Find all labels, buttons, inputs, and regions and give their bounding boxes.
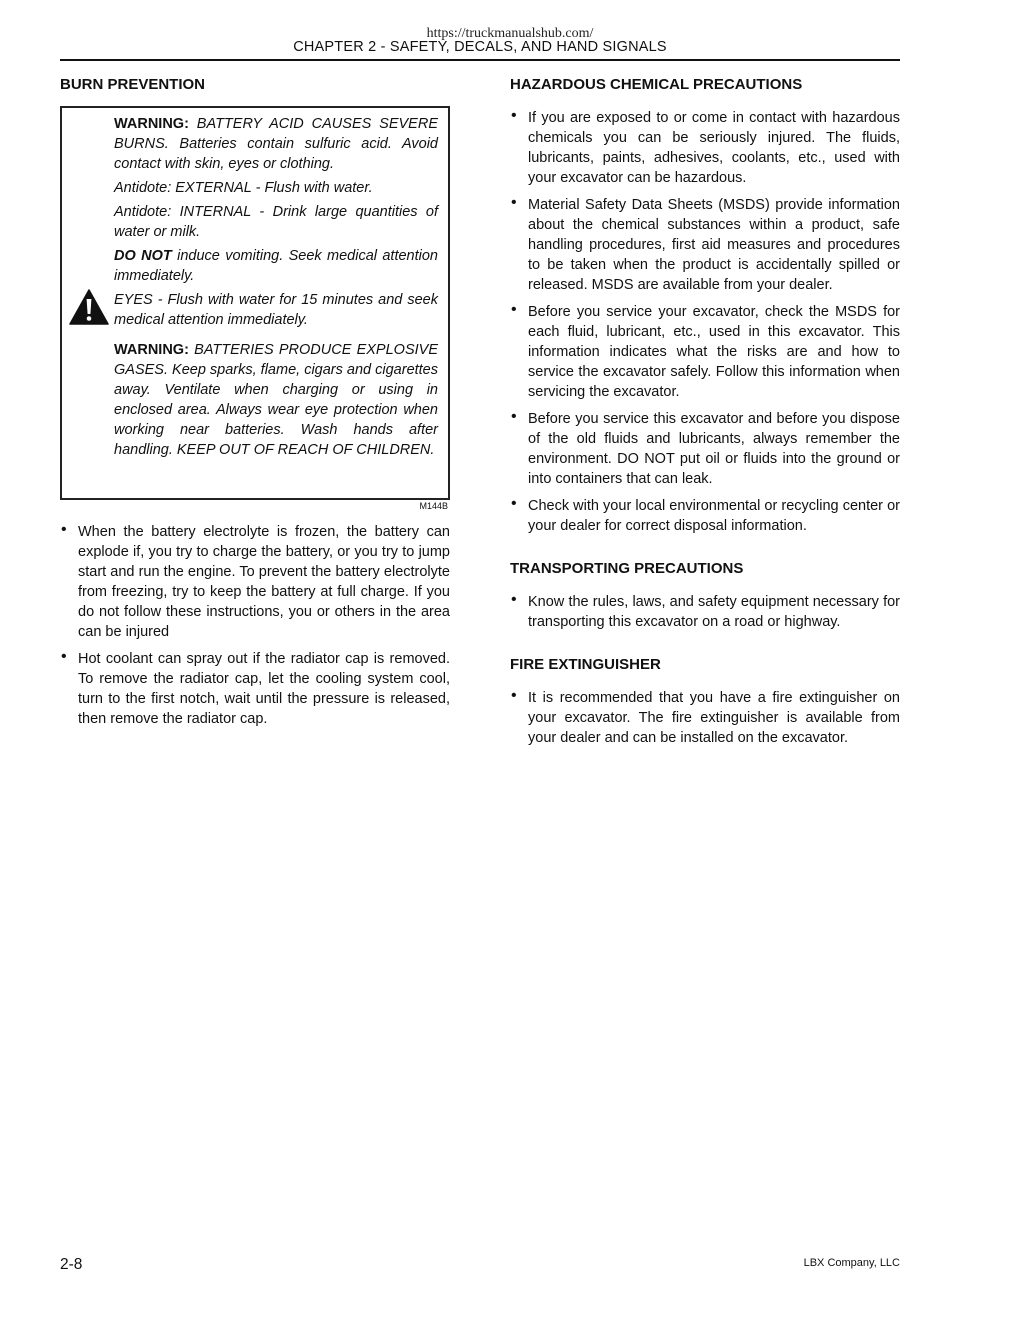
list-item: • Before you service your excavator, check the MSDS for each fluid, lubricant, etc., used in this excavator. This information indicates what the risks are and how to service the excavator safely. Follow this information when servicing the excavator. [510,302,900,402]
burn-prevention-list [60,522,450,729]
list-item: • Before you service this excavator and before you dispose of the old fluids and lubricants, always remember the environment. DO NOT put oil or fluids into the ground or into containers that can leak. [510,409,900,489]
burn-prevention-heading: BURN PREVENTION [60,76,206,93]
source-url[interactable]: https://truckmanualshub.com/ [426,26,594,41]
antidote-internal: Antidote: INTERNAL - Drink large quantities of water or milk. [114,204,438,240]
figure-id: M144B [419,501,448,511]
hazardous-chemical-heading: HAZARDOUS CHEMICAL PRECAUTIONS [510,76,803,93]
eyes-note: EYES - Flush with water for 15 minutes and seek medical attention immediately. [114,292,438,328]
list-item: • It is recommended that you have a fire extinguisher on your excavator. The fire extinguisher is available from your dealer and can be installed on the excavator. [510,688,900,748]
list-item: • Hot coolant can spray out if the radiator cap is removed. To remove the radiator cap, let the cooling system cool, turn to the first notch, wait until the pressure is released, then remove the radiator cap. [60,649,450,729]
do-not-text: induce vomiting. Seek medical attention immediately. [114,248,438,284]
warning-text: BATTERY ACID CAUSES SEVERE BURNS. Batteries contain sulfuric acid. Avoid contact with skin, eyes or clothing. [114,116,438,172]
transporting-list [510,592,900,632]
list-item: • If you are exposed to or come in contact with hazardous chemicals you can be seriously injured. The fluids, lubricants, paints, adhesives, coolants, etc., used with your excavator can be hazardous. [510,108,900,188]
do-not-label: DO NOT [114,248,172,264]
chapter-title: CHAPTER 2 - SAFETY, DECALS, AND HAND SIGNALS [293,39,667,55]
warning-label: WARNING: [114,116,189,132]
warning-text: BATTERIES PRODUCE EXPLOSIVE GASES. Keep sparks, flame, cigars and cigarettes away. Ventilate when charging or using in enclosed area. Always wear eye protection when working near batteries. Wash hands after handling. KEEP OUT OF REACH OF CHILDREN. [114,342,438,458]
do-not-vomit-note [114,246,438,286]
header-rule [60,59,900,61]
page-number: 2-8 [60,1256,83,1273]
list-item: • Know the rules, laws, and safety equipment necessary for transporting this excavator on a road or highway. [510,592,900,632]
warning-label: WARNING: [114,342,189,358]
battery-warning-box [60,106,450,511]
transporting-heading: TRANSPORTING PRECAUTIONS [510,560,744,577]
company-name: LBX Company, LLC [803,1257,900,1269]
warning-triangle-icon [69,289,109,325]
list-item: • Check with your local environmental or recycling center or your dealer for correct disposal information. [510,496,900,536]
right-column [510,76,900,772]
list-item: • When the battery electrolyte is frozen, the battery can explode if, you try to charge the battery, or you try to jump start and run the engine. To prevent the battery electrolyte from freezing, try to keep the battery at full charge. If you do not follow these instructions, you or others in the area can be injured [60,522,450,642]
explosive-gases-warning [114,340,438,460]
battery-acid-warning [114,114,438,174]
left-column [60,76,450,736]
list-item: • Material Safety Data Sheets (MSDS) provide information about the chemical substances within a product, safe handling procedures, first aid measures and procedures to be taken when the product is accidentally spilled or released. MSDS are available from your dealer. [510,195,900,295]
hazardous-chemical-list [510,108,900,536]
antidote-external: Antidote: EXTERNAL - Flush with water. [114,180,373,196]
fire-extinguisher-heading: FIRE EXTINGUISHER [510,656,661,673]
fire-extinguisher-list [510,688,900,748]
